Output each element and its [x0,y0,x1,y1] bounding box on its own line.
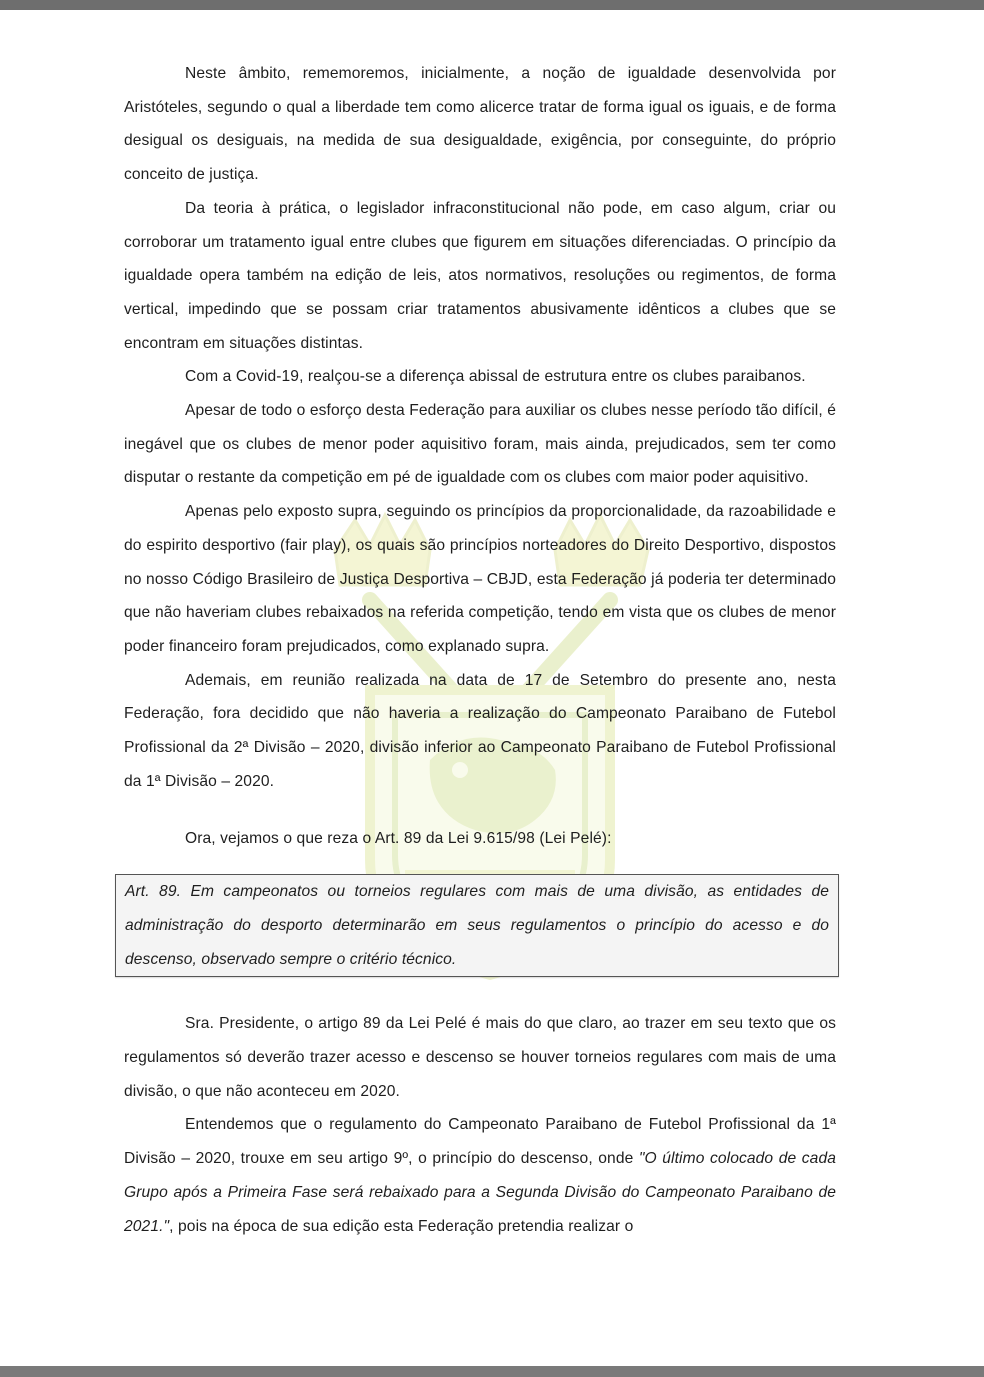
top-frame-bar [0,0,984,10]
regulamento-text-end: , pois na época de sua edição esta Federação pretendia realizar o [169,1217,634,1235]
paragraph-esforco-federacao: Apesar de todo o esforço desta Federação para auxiliar os clubes nesse período tão difícil, é inegável que os clubes de menor poder aquisitivo foram, mais ainda, prejudicados, sem ter como disputar o restante da competição em pé de igualdade com os clubes com maior poder aquisitivo. [124,402,836,487]
law-quote-box [115,874,839,977]
paragraph-covid: Com a Covid-19, realçou-se a diferença abissal de estrutura entre os clubes paraibanos. [185,368,806,386]
regulamento-quote: "O último colocado de cada Grupo após a Primeira Fase será rebaixado para a Segunda Divisão do Campeonato Paraibano de 2021." [124,1150,836,1235]
paragraph-principios: Apenas pelo exposto supra, seguindo os princípios da proporcionalidade, da razoabilidade e do espirito desportivo (fair play), os quais são princípios norteadores do Direito Desportivo, dispostos no nosso Código Brasileiro de Justiça Desportiva – CBJD, esta Federação já poderia ter determinado que não haveriam clubes rebaixados na referida competição, tendo em vista que os clubes de menor poder financeiro foram prejudicados, como explanado supra. [124,503,836,655]
paragraph-regulamento [124,1108,836,1243]
bottom-frame-bar [0,1366,984,1377]
paragraph-igualdade: Neste âmbito, rememoremos, inicialmente, a noção de igualdade desenvolvida por Aristóteles, segundo o qual a liberdade tem como alicerce tratar de forma igual os iguais, e de forma desigual os desiguais, na medida de sua desigualdade, exigência, por conseguinte, do próprio conceito de justiça. [124,65,836,184]
document-page [124,57,836,1243]
paragraph-teoria-pratica: Da teoria à prática, o legislador infraconstitucional não pode, em caso algum, criar ou corroborar um tratamento igual entre clubes que figurem em situações diferenciadas. O princípio da igualdade opera também na edição de leis, atos normativos, resoluções ou regimentos, de forma vertical, impedindo que se possam criar tratamentos abusivamente idênticos a clubes que se encontram em situações distintas. [124,199,836,352]
paragraph-lei-pele-intro: Ora, vejamos o que reza o Art. 89 da Lei 9.615/98 (Lei Pelé): [185,830,612,848]
paragraph-presidente: Sra. Presidente, o artigo 89 da Lei Pelé é mais do que claro, ao trazer em seu texto que os regulamentos só deverão trazer acesso e descenso se houver torneios regulares com mais de uma divisão, o que não aconteceu em 2020. [124,1015,836,1100]
law-quote-text: Art. 89. Em campeonatos ou torneios regulares com mais de uma divisão, as entidades de administração do desporto determinarão em seus regulamentos o princípio do acesso e do descenso, observado sempre o critério técnico. [125,883,829,968]
regulamento-text-start: Entendemos que o regulamento do Campeonato Paraibano de Futebol Profissional da 1ª Divisão – 2020, trouxe em seu artigo 9º, o princípio do descenso, onde [124,1116,836,1168]
paragraph-reuniao: Ademais, em reunião realizada na data de 17 de Setembro do presente ano, nesta Federação, fora decidido que não haveria a realização do Campeonato Paraibano de Futebol Profissional da 2ª Divisão – 2020, divisão inferior ao Campeonato Paraibano de Futebol Profissional da 1ª Divisão – 2020. [124,671,836,790]
